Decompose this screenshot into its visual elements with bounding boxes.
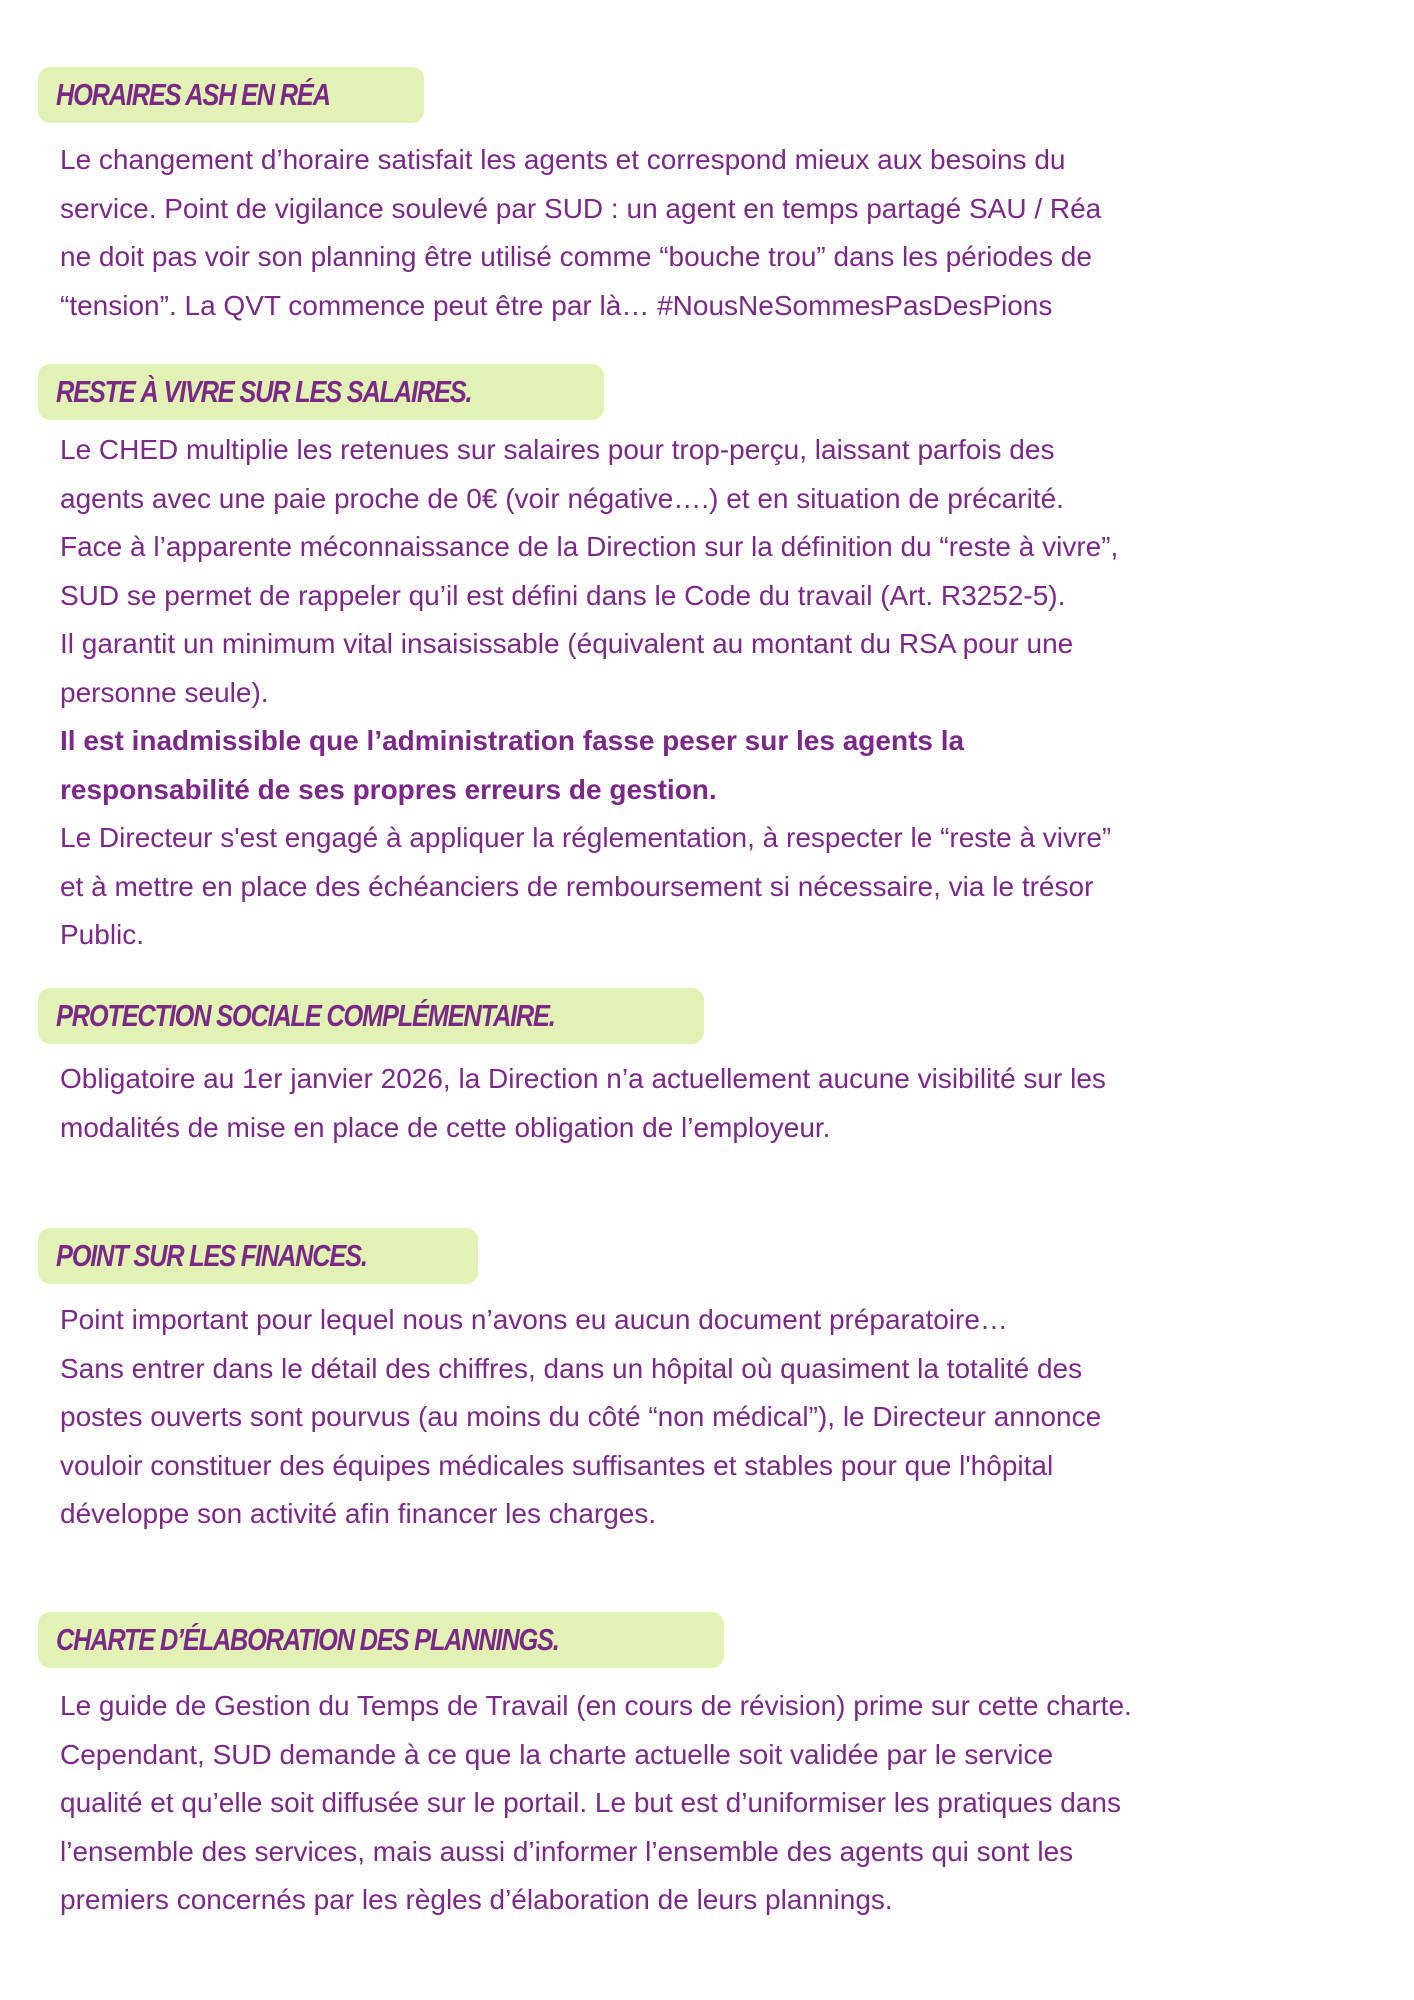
paragraph-line: développe son activité afin financer les charges. — [60, 1498, 657, 1529]
section-heading-text: PROTECTION SOCIALE COMPLÉMENTAIRE. — [56, 998, 555, 1033]
section-heading — [38, 988, 704, 1044]
paragraph-line: SUD se permet de rappeler qu’il est défini dans le Code du travail (Art. R3252-5). — [60, 579, 1066, 611]
paragraph-line: Cependant, SUD demande à ce que la charte actuelle soit validée par le service — [60, 1738, 1054, 1770]
section-heading-text: CHARTE D’ÉLABORATION DES PLANNINGS. — [56, 1622, 559, 1657]
paragraph-line: postes ouverts sont pourvus (au moins du côté “non médical”), le Directeur annonce — [60, 1401, 1102, 1432]
paragraph-line: qualité et qu’elle soit diffusée sur le portail. Le but est d’uniformiser les pratiques dans — [60, 1787, 1121, 1818]
paragraph-line: premiers concernés par les règles d’élaboration de leurs plannings. — [60, 1884, 893, 1915]
section-body — [60, 1296, 1380, 1539]
paragraph-line: Le Directeur s'est engagé à appliquer la réglementation, à respecter le “reste à vivre” — [60, 822, 1112, 853]
paragraph-line: Le CHED multiplie les retenues sur salaires pour trop-perçu, laissant parfois des — [60, 434, 1055, 465]
section-heading-text: POINT SUR LES FINANCES. — [56, 1238, 367, 1273]
section-heading — [38, 1228, 478, 1284]
paragraph-line: vouloir constituer des équipes médicales suffisantes et stables pour que l'hôpital — [60, 1449, 1054, 1481]
paragraph-line: agents avec une paie proche de 0€ (voir négative….) et en situation de précarité. — [60, 482, 1064, 514]
section-body — [60, 426, 1380, 960]
paragraph-line: Le changement d’horaire satisfait les agents et correspond mieux aux besoins du — [60, 144, 1066, 175]
paragraph-line: Il garantit un minimum vital insaisissable (équivalent au montant du RSA pour une — [60, 628, 1074, 659]
section-heading — [38, 364, 604, 420]
paragraph-line: l’ensemble des services, mais aussi d’informer l’ensemble des agents qui sont les — [60, 1835, 1074, 1867]
section-heading — [38, 67, 424, 123]
paragraph-line: service. Point de vigilance soulevé par SUD : un agent en temps partagé SAU / Réa — [60, 192, 1102, 224]
paragraph-line: Le guide de Gestion du Temps de Travail (en cours de révision) prime sur cette charte. — [60, 1690, 1132, 1721]
paragraph-line: ne doit pas voir son planning être utilisé comme “bouche trou” dans les périodes de — [60, 241, 1092, 272]
paragraph-line: Obligatoire au 1er janvier 2026, la Direction n’a actuellement aucune visibilité sur les — [60, 1063, 1106, 1094]
paragraph-line: Face à l’apparente méconnaissance de la Direction sur la définition du “reste à vivre”, — [60, 531, 1119, 562]
section-body — [60, 136, 1380, 330]
section-body — [60, 1682, 1380, 1925]
emphasis-line: Il est inadmissible que l’administration fasse peser sur les agents la — [60, 725, 965, 756]
paragraph-line: personne seule). — [60, 676, 269, 708]
paragraph-line: et à mettre en place des échéanciers de remboursement si nécessaire, via le trésor — [60, 870, 1094, 902]
paragraph-line: modalités de mise en place de cette obligation de l’employeur. — [60, 1111, 831, 1143]
paragraph-line: Public. — [60, 919, 145, 950]
section-heading — [38, 1612, 724, 1668]
section-body — [60, 1055, 1380, 1152]
section-heading-text: HORAIRES ASH EN RÉA — [56, 77, 330, 112]
emphasis-line: responsabilité de ses propres erreurs de gestion. — [60, 773, 717, 805]
paragraph-line: “tension”. La QVT commence peut être par là… #NousNeSommesPasDesPions — [60, 289, 1053, 321]
section-heading-text: RESTE À VIVRE SUR LES SALAIRES. — [56, 374, 472, 409]
paragraph-line: Point important pour lequel nous n’avons eu aucun document préparatoire… — [60, 1304, 1008, 1335]
paragraph-line: Sans entrer dans le détail des chiffres, dans un hôpital où quasiment la totalité des — [60, 1352, 1083, 1384]
